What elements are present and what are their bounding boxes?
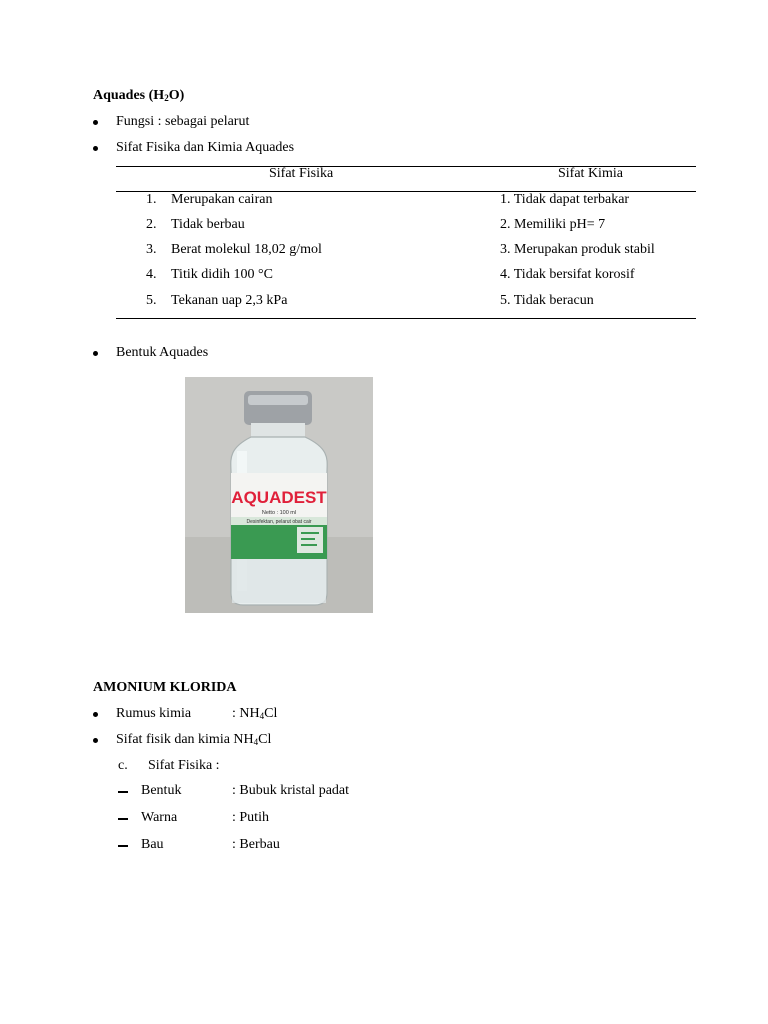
table-header-fisika: Sifat Fisika: [269, 166, 334, 181]
aquadest-bottle-photo: [185, 377, 373, 613]
property-label: Bentuk: [141, 783, 182, 798]
svg-text:Netto : 100 ml: Netto : 100 ml: [261, 510, 297, 516]
bullet-icon: [93, 351, 98, 356]
property-label: Warna: [141, 810, 178, 825]
bullet-icon: [93, 738, 98, 743]
dash-icon: [118, 791, 128, 793]
sifat-heading: Sifat Fisika dan Kimia Aquades: [116, 140, 295, 155]
dash-icon: [118, 845, 128, 847]
sifat-amonium-text: Sifat fisik dan kimia $NH_4Cl$: [116, 732, 272, 747]
sub-letter: c.: [118, 758, 128, 773]
table-bottom-rule: [116, 318, 696, 319]
dash-icon: [118, 818, 128, 820]
rumus-value: : $NH_4Cl$: [232, 706, 278, 721]
amonium-title: AMONIUM KLORIDA: [93, 680, 237, 695]
sifat-fisika-heading: Sifat Fisika :: [148, 758, 220, 773]
aquades-title: Aquades $(H_2O)$: [93, 88, 185, 103]
bentuk-text: Bentuk Aquades: [116, 345, 209, 360]
bottle-brand-text: AQUADEST: [231, 488, 327, 507]
bullet-icon: [93, 120, 98, 125]
fungsi-text: Fungsi : sebagai pelarut: [116, 114, 250, 129]
property-value: : Berbau: [232, 837, 280, 852]
property-label: Bau: [141, 837, 164, 852]
property-value: : Putih: [232, 810, 269, 825]
bullet-icon: [93, 146, 98, 151]
table-header-kimia: Sifat Kimia: [558, 166, 623, 181]
rumus-label: Rumus kimia: [116, 706, 192, 721]
property-value: : Bubuk kristal padat: [232, 783, 350, 798]
svg-text:Desinfektan, pelarut obat cair: Desinfektan, pelarut obat cair: [246, 519, 312, 525]
bullet-icon: [93, 712, 98, 717]
